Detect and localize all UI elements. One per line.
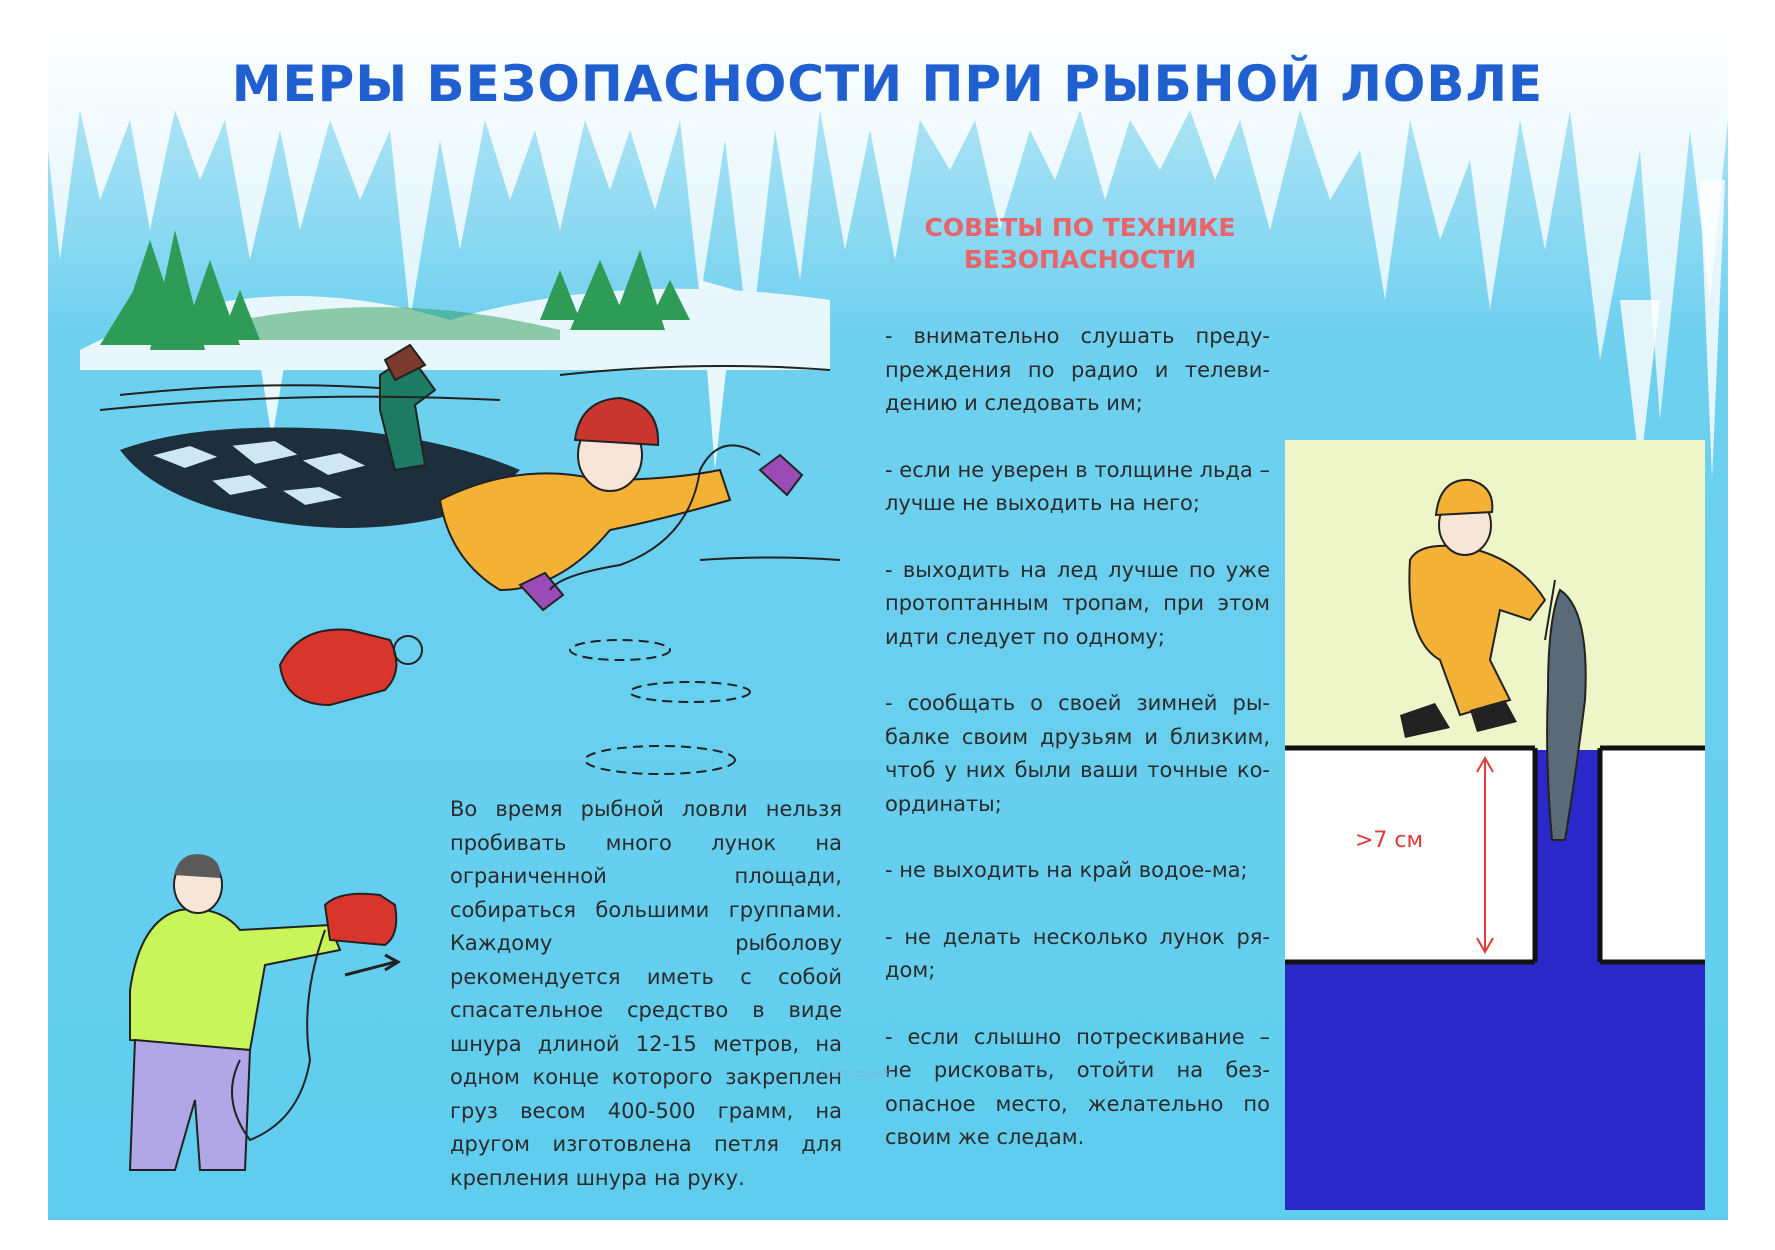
tips-heading	[880, 212, 1280, 276]
tip-item: - не выходить на край водое-ма;	[885, 858, 1248, 882]
poster-title: МЕРЫ БЕЗОПАСНОСТИ ПРИ РЫБНОЙ ЛОВЛЕ	[231, 55, 1544, 113]
tip-item: - выходить на лед лучше по уже протоптанным тропам, при этом идти следует по одному;	[885, 557, 1270, 649]
tips-heading-line1: СОВЕТЫ ПО ТЕХНИКЕ	[924, 213, 1236, 242]
fishing-rules-text: Во время рыбной ловли нельзя пробивать много лунок на ограниченной площади, собираться большими группами. Каждому рыболову рекомендуется иметь с собой спасательное средство в виде шнура длиной 12-15 метров, на одном конце которого закреплен груз весом 400-500 грамм, на другом изготовлена петля для крепления шнура на руку.	[450, 797, 842, 1190]
tips-list	[885, 320, 1270, 1188]
tip-item: - если слышно потрескивание – не рисковать, отойти на без-опасное место, желательно по своим же следам.	[885, 1024, 1270, 1149]
ice-thickness-label: >7 см	[1355, 828, 1424, 853]
tip-item: - если не уверен в толщине льда – лучше не выходить на него;	[885, 457, 1270, 515]
tip-item: - сообщать о своей зимней ры-балке своим друзьям и близким, чтоб у них были ваши точные ко-ординаты;	[885, 691, 1270, 816]
tip-item: - внимательно слушать преду-преждения по радио и телеви-дению и следовать им;	[885, 324, 1270, 415]
watermark: www.mosk...	[820, 1066, 904, 1081]
tip-item: - не делать несколько лунок ря-дом;	[885, 924, 1270, 982]
tips-heading-line2: БЕЗОПАСНОСТИ	[963, 245, 1197, 274]
